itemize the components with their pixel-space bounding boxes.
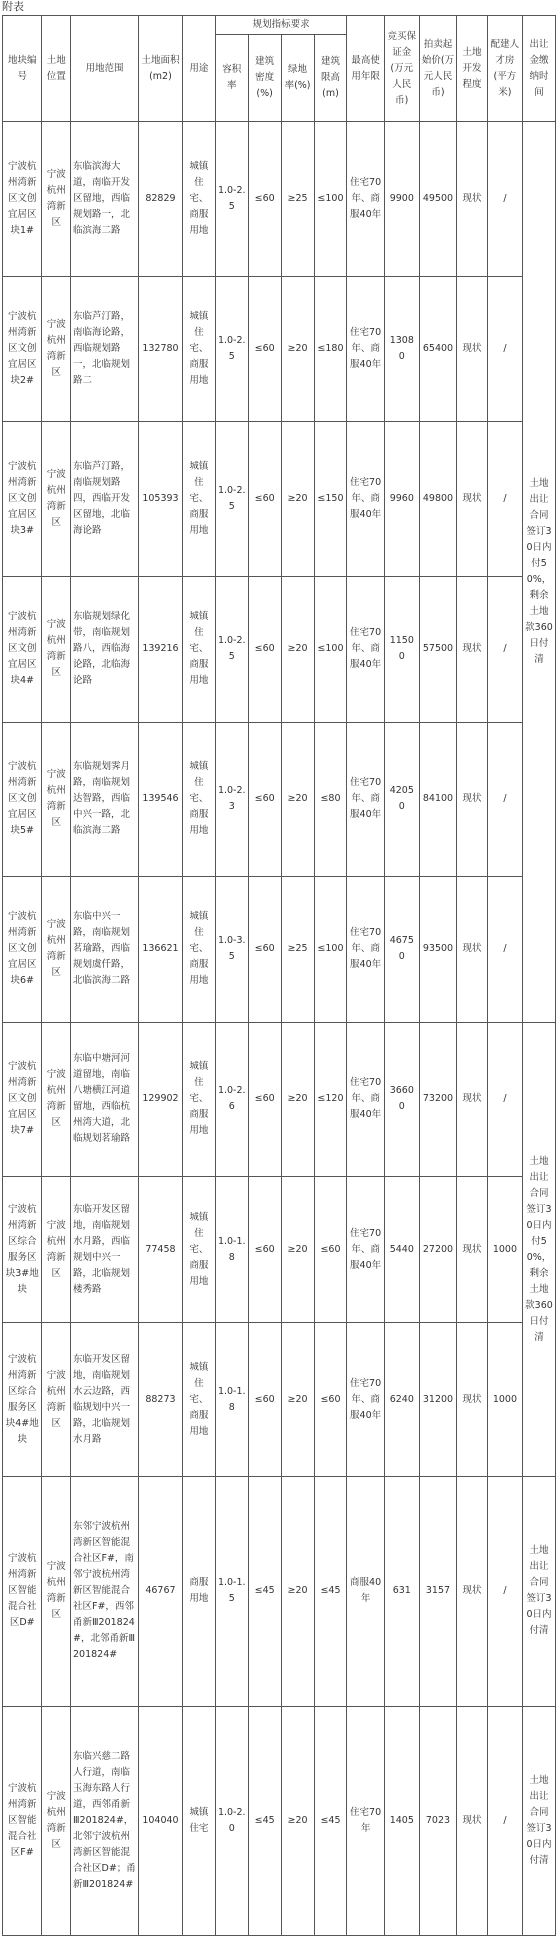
cell-plot-no: 宁波杭州湾新区文创宜居区块6# [3,876,42,1022]
cell-deposit: 631 [384,1477,419,1706]
cell-dev-level: 现状 [457,1022,488,1176]
cell-height-limit: ≤120 [314,1022,347,1176]
cell-plot-no: 宁波杭州湾新区文创宜居区块4# [3,576,42,722]
cell-height-limit: ≤100 [314,576,347,722]
cell-density: ≤60 [248,422,281,576]
cell-scope: 东临开发区留地，南临规划水云边路，西临规划中兴一路，北临规划水月路 [71,1323,139,1477]
table-row [3,876,556,1022]
cell-start-price: 49500 [419,122,456,276]
cell-location: 宁波杭州湾新区 [42,1022,71,1176]
cell-use: 城镇住宅、商服用地 [182,276,215,422]
cell-talent-housing: 1000 [487,1323,522,1477]
cell-max-years: 商服40年 [347,1477,384,1706]
table-row [3,1323,556,1477]
cell-dev-level: 现状 [457,1323,488,1477]
cell-dev-level: 现状 [457,1706,488,1935]
cell-green-rate: ≥20 [281,276,314,422]
cell-location: 宁波杭州湾新区 [42,876,71,1022]
cell-deposit: 36600 [384,1022,419,1176]
page-title: 附表 [2,0,24,13]
cell-dev-level: 现状 [457,722,488,876]
cell-scope: 东临规划霁月路，南临规划达智路，西临中兴一路，北临滨海二路 [71,722,139,876]
header-height: 建筑限高(m) [314,34,347,122]
cell-green-rate: ≥20 [281,1706,314,1935]
cell-area: 105393 [139,422,183,576]
cell-area: 77458 [139,1177,183,1323]
cell-far: 1.0-2.5 [215,276,248,422]
cell-green-rate: ≥20 [281,1177,314,1323]
cell-density: ≤60 [248,1323,281,1477]
cell-far: 1.0-2.5 [215,422,248,576]
cell-height-limit: ≤150 [314,422,347,576]
cell-deposit: 9900 [384,122,419,276]
cell-deposit: 42050 [384,722,419,876]
cell-plot-no: 宁波杭州湾新区智能混合社区F# [3,1706,42,1935]
header-talent: 配建人才房(平方米) [487,16,522,122]
cell-location: 宁波杭州湾新区 [42,1706,71,1935]
cell-talent-housing: / [487,276,522,422]
cell-scope: 东临规划绿化带，南临规划路八，西临海论路，北临海论路 [71,576,139,722]
cell-max-years: 住宅70年 [347,1706,384,1935]
cell-talent-housing: / [487,722,522,876]
cell-max-years: 住宅70年、商服40年 [347,422,384,576]
cell-start-price: 31200 [419,1323,456,1477]
cell-density: ≤60 [248,1022,281,1176]
cell-use: 城镇住宅、商服用地 [182,876,215,1022]
cell-start-price: 7023 [419,1706,456,1935]
cell-area: 136621 [139,876,183,1022]
cell-density: ≤60 [248,722,281,876]
cell-deposit: 1405 [384,1706,419,1935]
cell-plot-no: 宁波杭州湾新区智能混合社区D# [3,1477,42,1706]
cell-talent-housing: / [487,876,522,1022]
table-row [3,722,556,876]
table-row [3,1177,556,1323]
cell-density: ≤60 [248,1177,281,1323]
cell-start-price: 57500 [419,576,456,722]
cell-max-years: 住宅70年、商服40年 [347,722,384,876]
cell-green-rate: ≥20 [281,722,314,876]
header-dev-level: 土地开发程度 [457,16,488,122]
table-row [3,1022,556,1176]
cell-area: 139546 [139,722,183,876]
table-row [3,1706,556,1935]
cell-deposit: 13080 [384,276,419,422]
cell-far: 1.0-2.0 [215,1706,248,1935]
table-row [3,1477,556,1706]
cell-area: 88273 [139,1323,183,1477]
cell-use: 城镇住宅、商服用地 [182,122,215,276]
cell-payment: 土地出让合同签订30日内付清 [522,1706,555,1935]
cell-max-years: 住宅70年、商服40年 [347,1323,384,1477]
cell-far: 1.0-2.6 [215,1022,248,1176]
cell-height-limit: ≤45 [314,1706,347,1935]
cell-green-rate: ≥25 [281,122,314,276]
cell-max-years: 住宅70年、商服40年 [347,122,384,276]
cell-dev-level: 现状 [457,1177,488,1323]
cell-talent-housing: / [487,1022,522,1176]
header-location: 土地位置 [42,16,71,122]
cell-density: ≤45 [248,1706,281,1935]
cell-dev-level: 现状 [457,576,488,722]
cell-height-limit: ≤180 [314,276,347,422]
cell-dev-level: 现状 [457,1477,488,1706]
cell-deposit: 11500 [384,576,419,722]
cell-use: 商服用地 [182,1477,215,1706]
cell-green-rate: ≥20 [281,1022,314,1176]
cell-height-limit: ≤80 [314,722,347,876]
cell-green-rate: ≥20 [281,1323,314,1477]
cell-scope: 东邻宁波杭州湾新区智能混合社区F#，南邻宁波杭州湾新区智能混合社区F#，西邻甬新Ⅲ201824#，北邻甬新Ⅲ201824# [71,1477,139,1706]
table-row [3,422,556,576]
header-far: 容积率 [215,34,248,122]
header-scope: 用地范围 [71,16,139,122]
cell-payment: 土地出让合同签订30日内付50%，剩余土地款360日付清 [522,122,555,1023]
cell-location: 宁波杭州湾新区 [42,122,71,276]
cell-deposit: 6240 [384,1323,419,1477]
cell-deposit: 9960 [384,422,419,576]
header-green: 绿地率(%) [281,34,314,122]
cell-density: ≤45 [248,1477,281,1706]
cell-deposit: 5440 [384,1177,419,1323]
cell-scope: 东临开发区留地，南临规划水月路，西临规划中兴一路，北临规划楼秀路 [71,1177,139,1323]
cell-area: 129902 [139,1022,183,1176]
cell-talent-housing: / [487,422,522,576]
cell-start-price: 93500 [419,876,456,1022]
table-row [3,276,556,422]
header-use: 用途 [182,16,215,122]
header-planning: 规划指标要求 [215,16,347,35]
cell-max-years: 住宅70年、商服40年 [347,276,384,422]
cell-payment: 土地出让合同签订30日内付50%，剩余土地款360日付清 [522,1022,555,1476]
cell-far: 1.0-2.3 [215,722,248,876]
cell-use: 城镇住宅 [182,1706,215,1935]
cell-plot-no: 宁波杭州湾新区综合服务区块4#地块 [3,1323,42,1477]
cell-talent-housing: 1000 [487,1177,522,1323]
cell-use: 城镇住宅、商服用地 [182,576,215,722]
cell-talent-housing: / [487,1477,522,1706]
header-start-price: 拍卖起始价(万元人民币) [419,16,456,122]
cell-height-limit: ≤100 [314,876,347,1022]
cell-plot-no: 宁波杭州湾新区文创宜居区块3# [3,422,42,576]
cell-scope: 东临滨海大道，南临开发区留地，西临规划路一，北临滨海二路 [71,122,139,276]
land-table [2,15,556,1936]
cell-location: 宁波杭州湾新区 [42,422,71,576]
cell-plot-no: 宁波杭州湾新区文创宜居区块5# [3,722,42,876]
cell-area: 104040 [139,1706,183,1935]
cell-green-rate: ≥20 [281,422,314,576]
cell-far: 1.0-2.5 [215,576,248,722]
cell-far: 1.0-2.5 [215,122,248,276]
cell-area: 132780 [139,276,183,422]
cell-location: 宁波杭州湾新区 [42,1477,71,1706]
header-plot-no: 地块编号 [3,16,42,122]
cell-deposit: 46750 [384,876,419,1022]
cell-location: 宁波杭州湾新区 [42,1323,71,1477]
cell-use: 城镇住宅、商服用地 [182,1177,215,1323]
table-row [3,576,556,722]
cell-scope: 东临中塘河河道留地，南临八塘横江河道留地，西临杭州湾大道，北临规划茗瑜路 [71,1022,139,1176]
cell-height-limit: ≤60 [314,1323,347,1477]
cell-scope: 东临中兴一路，南临规划茗瑜路，西临规划虞仟路，北临滨海二路 [71,876,139,1022]
cell-location: 宁波杭州湾新区 [42,576,71,722]
cell-location: 宁波杭州湾新区 [42,722,71,876]
table-row [3,122,556,276]
cell-dev-level: 现状 [457,422,488,576]
cell-density: ≤60 [248,576,281,722]
cell-dev-level: 现状 [457,276,488,422]
cell-location: 宁波杭州湾新区 [42,276,71,422]
cell-far: 1.0-1.5 [215,1477,248,1706]
cell-area: 46767 [139,1477,183,1706]
cell-density: ≤60 [248,276,281,422]
header-deposit: 竞买保证金(万元人民币) [384,16,419,122]
cell-height-limit: ≤60 [314,1177,347,1323]
header-density: 建筑密度(%) [248,34,281,122]
header-payment: 出让金缴纳时间 [522,16,555,122]
cell-scope: 东临芦汀路，南临海论路，西临规划路一，北临规划路二 [71,276,139,422]
cell-dev-level: 现状 [457,876,488,1022]
cell-start-price: 27200 [419,1177,456,1323]
cell-use: 城镇住宅、商服用地 [182,1323,215,1477]
cell-area: 139216 [139,576,183,722]
cell-location: 宁波杭州湾新区 [42,1177,71,1323]
cell-max-years: 住宅70年、商服40年 [347,1022,384,1176]
cell-density: ≤60 [248,122,281,276]
cell-plot-no: 宁波杭州湾新区文创宜居区块1# [3,122,42,276]
cell-green-rate: ≥20 [281,1477,314,1706]
cell-height-limit: ≤100 [314,122,347,276]
cell-dev-level: 现状 [457,122,488,276]
cell-scope: 东临兴慈二路人行道，南临玉海东路人行道，西邻甬新Ⅲ201824#，北邻宁波杭州湾新区智能混合社区D#；甬新Ⅲ201824# [71,1706,139,1935]
cell-use: 城镇住宅、商服用地 [182,1022,215,1176]
cell-start-price: 65400 [419,276,456,422]
cell-scope: 东临芦汀路，南临规划路四，西临开发区留地，北临海论路 [71,422,139,576]
cell-start-price: 3157 [419,1477,456,1706]
cell-far: 1.0-1.8 [215,1177,248,1323]
cell-start-price: 84100 [419,722,456,876]
cell-density: ≤60 [248,876,281,1022]
cell-start-price: 73200 [419,1022,456,1176]
cell-area: 82829 [139,122,183,276]
cell-max-years: 住宅70年、商服40年 [347,876,384,1022]
cell-payment: 土地出让合同签订30日内付清 [522,1477,555,1706]
cell-max-years: 住宅70年、商服40年 [347,576,384,722]
cell-use: 城镇住宅、商服用地 [182,722,215,876]
cell-plot-no: 宁波杭州湾新区综合服务区块3#地块 [3,1177,42,1323]
cell-far: 1.0-3.5 [215,876,248,1022]
cell-max-years: 住宅70年、商服40年 [347,1177,384,1323]
cell-start-price: 49800 [419,422,456,576]
cell-plot-no: 宁波杭州湾新区文创宜居区块7# [3,1022,42,1176]
cell-plot-no: 宁波杭州湾新区文创宜居区块2# [3,276,42,422]
cell-use: 城镇住宅、商服用地 [182,422,215,576]
header-area: 土地面积(m2) [139,16,183,122]
cell-height-limit: ≤45 [314,1477,347,1706]
cell-green-rate: ≥20 [281,576,314,722]
cell-talent-housing: / [487,1706,522,1935]
cell-talent-housing: / [487,576,522,722]
cell-green-rate: ≥25 [281,876,314,1022]
cell-far: 1.0-1.8 [215,1323,248,1477]
header-max-years: 最高使用年限 [347,16,384,122]
cell-talent-housing: / [487,122,522,276]
